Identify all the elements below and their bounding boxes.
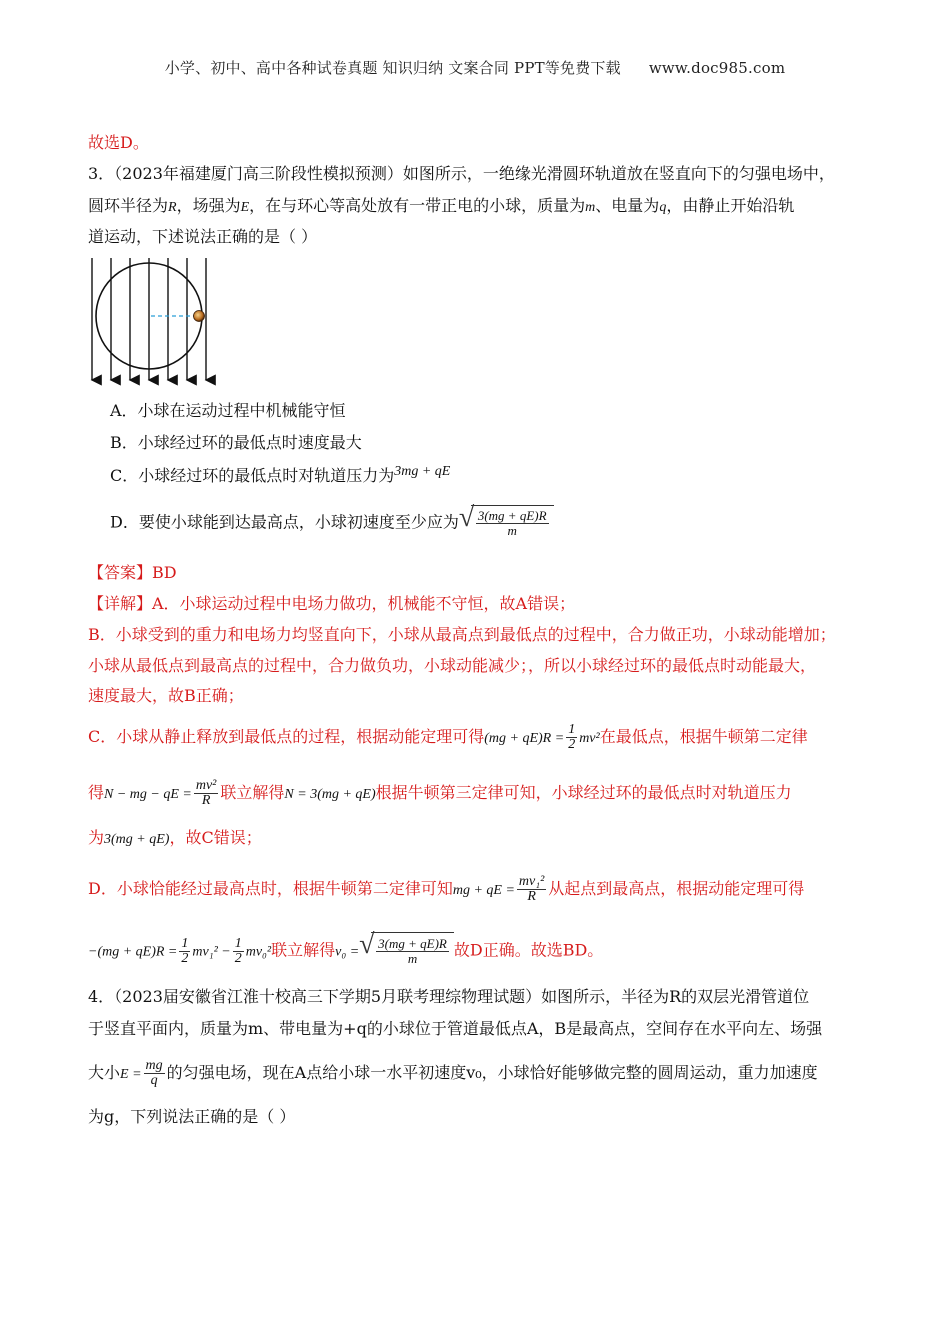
q3-stem-line3: 道运动，下述说法正确的是（ ） [88,227,318,246]
q3-detail-B1: B．小球受到的重力和电场力均竖直向下，小球从最高点到最低点的过程中，合力做正功，小球动能增加； [88,625,836,644]
q3-detail-B2: 小球从最低点到最高点的过程中，合力做负功，小球动能减少；，所以小球经过环的最低点时动能最大， [88,656,817,675]
q3-detail-A: 【详解】A．小球运动过程中电场力做功，机械能不守恒，故A错误； [88,594,576,613]
symbol-m: m [585,200,596,215]
q4-line4: 为g，下列说法正确的是（ ） [88,1107,296,1126]
q3-detail-C2: 得N − mg − qE = $\frac{\text{mv²}}{R}$ 联立解得N = 3(mg + qE)根据牛顿第三定律可知，小球经过环的最低点时对轨道压力 [88,778,792,808]
q3-option-B: B．小球经过环的最低点时速度最大 [110,433,362,452]
option-D-sqrt: √ $\frac{3(mg + qE)R}{m}$ [459,505,554,541]
q4-line2: 于竖直平面内，质量为m、带电量为+q的小球位于管道最低点A，B是最高点，空间存在水平向左、场强 [88,1019,823,1038]
field-lines [92,258,206,380]
q3-detail-C3: 为3(mg + qE)，故C错误； [88,828,262,847]
header-left: 小学、初中、高中各种试卷真题 知识归纳 文案合同 PPT等免费下载 [164,59,621,77]
q3-stem-line2: 圆环半径为R，场强为E，在与环心等高处放有一带正电的小球，质量为m、电量为q，由静止开始沿轨 [88,196,795,215]
prev-conclusion: 故选D。 [88,133,149,152]
option-C-formula: 3mg + qE [394,464,451,479]
q3-option-C: C．小球经过环的最低点时对轨道压力为3mg + qE [110,464,451,485]
q4-line1: 4．（2023届安徽省江淮十校高三下学期5月联考理综物理试题）如图所示，半径为R的双层光滑管道位 [88,987,810,1006]
charged-ball [194,311,205,322]
symbol-E: E [240,200,250,215]
q4-line3: 大小E = $\frac{mg}{q}$ 的匀强电场，现在A点给小球一水平初速度v₀，小球恰好能够做完整的圆周运动，重力加速度 [88,1058,818,1088]
q3-detail-D1: D．小球恰能经过最高点时，根据牛顿第二定律可知mg + qE = $\frac{\text{mv₁²}}{R}$ 从起点到最高点，根据动能定理可得 [88,874,805,904]
q3-answer: 【答案】BD [88,563,177,582]
header-url: www.doc985.com [648,59,786,77]
q3-option-D: D．要使小球能到达最高点，小球初速度至少应为 √ $\frac{3(mg + qE)R}{m}$ [110,505,554,541]
q3-figure [84,256,220,392]
symbol-q: q [659,200,667,215]
q3-detail-B3: 速度最大，故B正确； [88,686,244,705]
q3-detail-C1: C．小球从静止释放到最低点的过程，根据动能定理可得(mg + qE)R = $\frac{1}{2}$ mv²在最低点，根据牛顿第二定律 [88,722,808,752]
q3-detail-D2: −(mg + qE)R = $\frac{1}{2}$ mv₁² − $\frac{1}{2}$ mv₀²联立解得v₀ = √ $\frac{3(mg + qE)R}{m}$ 故D正确。故选BD。 [88,932,603,971]
page-header [0,57,950,78]
q3-option-A: A．小球在运动过程中机械能守恒 [110,401,346,420]
symbol-R: R [168,200,177,215]
q3-stem-line1: 3．（2023年福建厦门高三阶段性模拟预测）如图所示，一绝缘光滑圆环轨道放在竖直向下的匀强电场中， [88,164,835,183]
